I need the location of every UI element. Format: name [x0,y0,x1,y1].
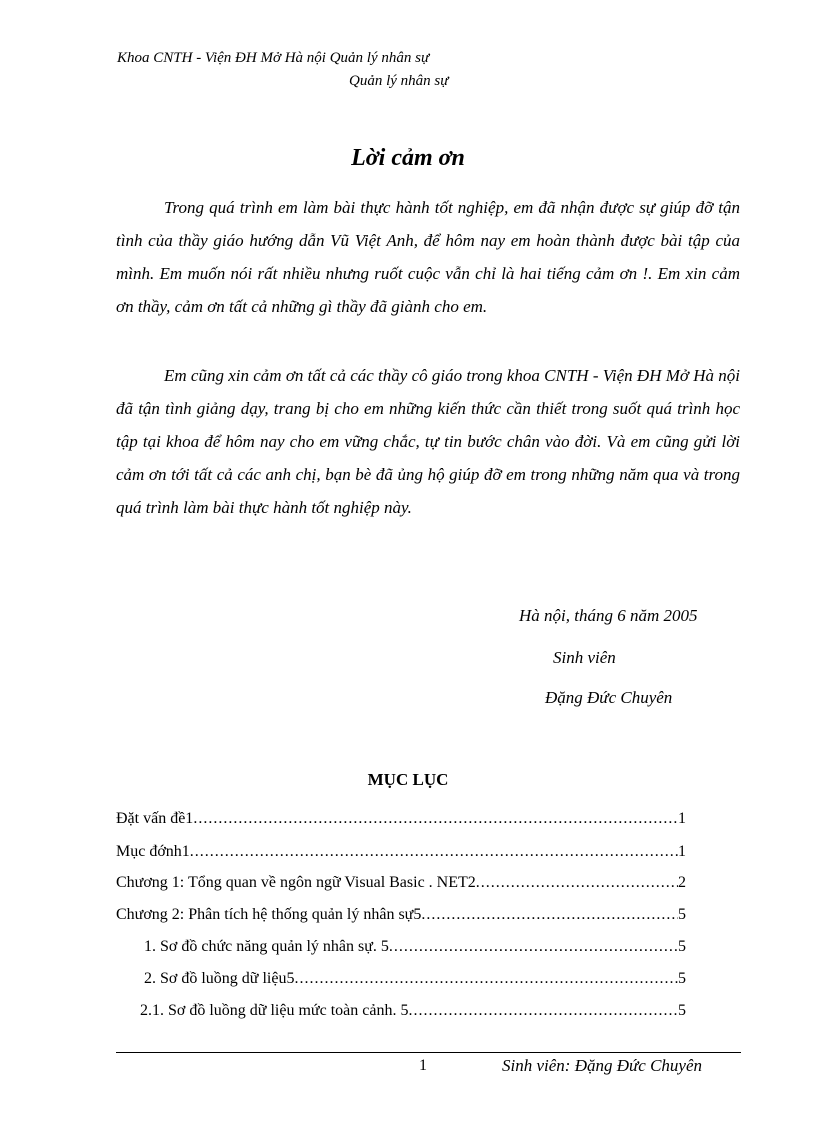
footer-author: Sinh viên: Đặng Đức Chuyên [502,1056,702,1075]
toc-title: MỤC LỤC [367,770,449,789]
footer-divider [116,1052,741,1053]
running-header: Khoa CNTH - Viện ĐH Mở Hà nội Quản lý nhân sự [117,50,430,66]
toc-entry-label: 1. Sơ đồ chức năng quản lý nhân sự. 5 [144,938,389,955]
toc-leader-dots [421,906,678,924]
toc-entry-page: 5 [678,970,686,987]
page-number: 1 [419,1057,427,1074]
toc-entry[interactable] [116,906,686,928]
signature-role: Sinh viên [553,648,616,667]
toc-entry-label: 2.1. Sơ đồ luồng dữ liệu mức toàn cảnh. 5 [140,1002,409,1019]
toc-leader-dots [389,938,678,956]
toc-leader-dots [190,843,678,861]
signature-place-date: Hà nội, tháng 6 năm 2005 [519,606,698,625]
toc-leader-dots [408,1002,678,1020]
toc-entry-page: 5 [678,1002,686,1019]
toc-entry-label: 2. Sơ đồ luồng dữ liệu5 [144,970,295,987]
toc-entry-page: 5 [678,938,686,955]
toc-entry[interactable] [144,938,686,960]
toc-entry-label: Chương 2: Phân tích hệ thống quản lý nhân sự5 [116,906,422,923]
toc-entry-page: 2 [678,874,686,891]
toc-leader-dots [193,810,678,828]
toc-entry-page: 5 [678,906,686,923]
signature-name: Đặng Đức Chuyên [545,688,673,707]
toc-entry-page: 1 [678,843,686,860]
toc-entry[interactable] [116,810,686,832]
toc-entry[interactable] [144,970,686,992]
toc-entry[interactable] [116,874,686,896]
toc-entry-page: 1 [678,810,686,827]
toc-leader-dots [476,874,678,892]
toc-entry[interactable] [140,1002,686,1024]
toc-entry[interactable] [116,843,686,865]
toc-entry-label: Chương 1: Tổng quan về ngôn ngữ Visual Basic . NET2 [116,874,476,891]
toc-entry-label: Đặt vấn đề1 [116,810,194,827]
toc-leader-dots [294,970,678,988]
running-header-subtitle: Quản lý nhân sự [349,73,449,89]
page-title: Lời cảm ơn [351,145,465,171]
paragraph: Em cũng xin cảm ơn tất cả các thầy cô giáo trong khoa CNTH - Viện ĐH Mở Hà nội đã tận tình giảng dạy, trang bị cho em những kiến thức cần thiết trong suốt quá trình học tập tại khoa để hôm nay cho em vững chắc, tự tin bước chân vào đời. Và em cũng gửi lời cảm ơn tới tất cả các anh chị, bạn bè đã ủng hộ giúp đỡ em trong những năm qua và trong quá trình làm bài thực hành tốt nghiệp này. [116,366,740,517]
toc-entry-label: Mục đớnh1 [116,843,190,860]
paragraph: Trong quá trình em làm bài thực hành tốt nghiệp, em đã nhận được sự giúp đỡ tận tình của thầy giáo hướng dẫn Vũ Việt Anh, để hôm nay em hoàn thành được bài tập của mình. Em muốn nói rất nhiều nhưng ruốt cuộc vẫn chỉ là hai tiếng cảm ơn !. Em xin cảm ơn thầy, cảm ơn tất cả những gì thầy đã giành cho em. [116,198,740,316]
